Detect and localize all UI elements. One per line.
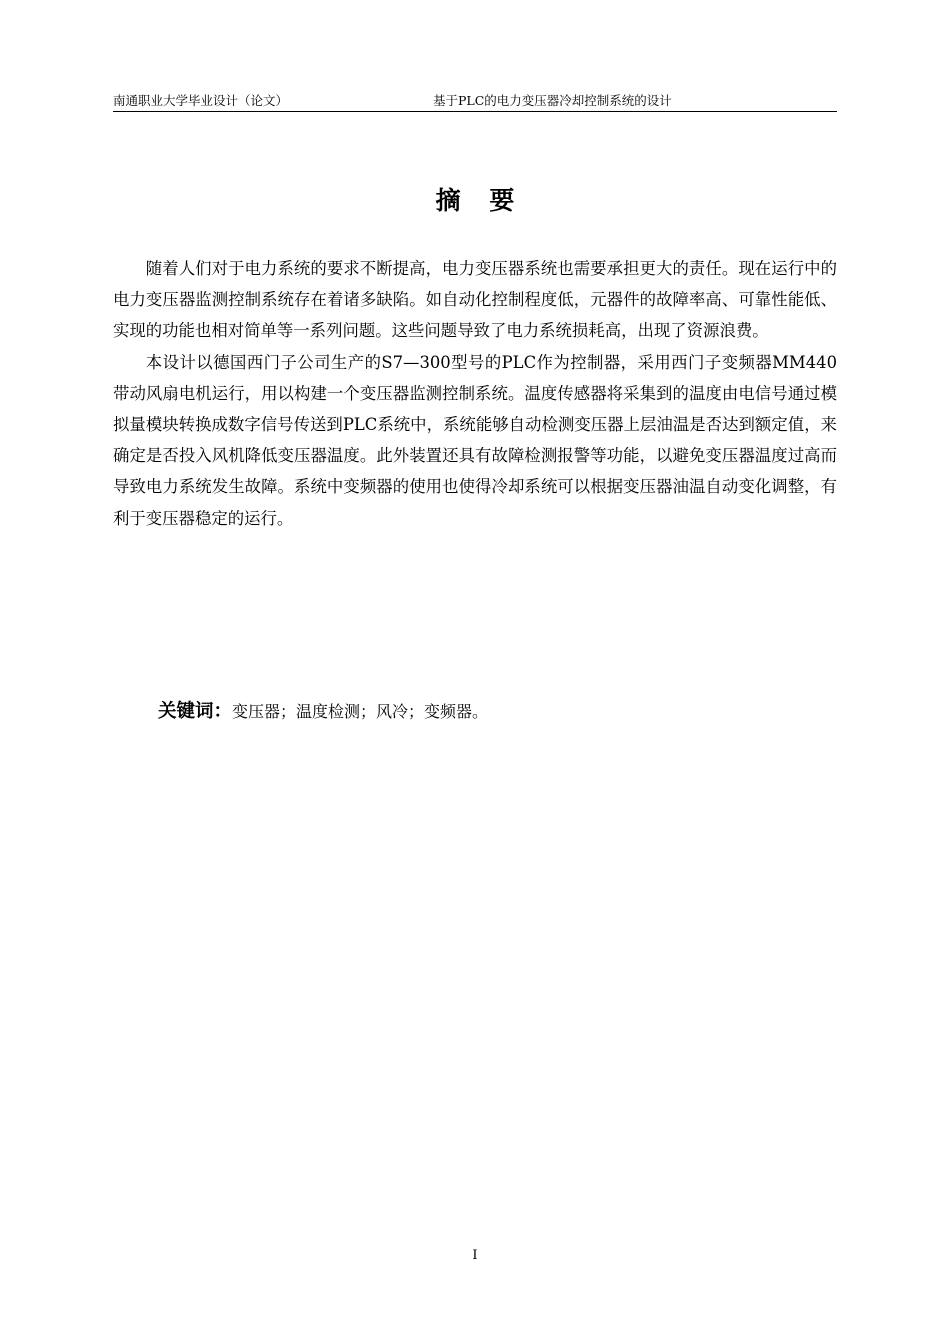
abstract-paragraph-1: 随着人们对于电力系统的要求不断提高，电力变压器系统也需要承担更大的责任。现在运行中的电力变压器监测控制系统存在着诸多缺陷。如自动化控制程度低，元器件的故障率高、可靠性能低、实现的功能也相对简单等一系列问题。这些问题导致了电力系统损耗高，出现了资源浪费。 bbox=[113, 259, 837, 341]
keywords-label: 关键词： bbox=[158, 701, 233, 722]
keywords-line bbox=[158, 697, 818, 727]
page-header bbox=[113, 93, 837, 112]
page-number: I bbox=[472, 1248, 478, 1263]
header-school-label: 南通职业大学毕业设计（论文） bbox=[113, 93, 289, 108]
abstract-heading: 摘 要 bbox=[435, 186, 525, 215]
abstract-body bbox=[113, 253, 837, 534]
keywords-value: 变压器；温度检测；风冷；变频器。 bbox=[232, 702, 489, 721]
header-thesis-title: 基于PLC的电力变压器冷却控制系统的设计 bbox=[433, 93, 672, 108]
abstract-paragraph-2: 本设计以德国西门子公司生产的S7—300型号的PLC作为控制器，采用西门子变频器MM440带动风扇电机运行，用以构建一个变压器监测控制系统。温度传感器将采集到的温度由电信号通过模拟量模块转换成数字信号传送到PLC系统中，系统能够自动检测变压器上层油温是否达到额定值，来确定是否投入风机降低变压器温度。此外装置还具有故障检测报警等功能，以避免变压器温度过高而导致电力系统发生故障。系统中变频器的使用也使得冷却系统可以根据变压器油温自动变化调整，有利于变压器稳定的运行。 bbox=[113, 352, 837, 528]
